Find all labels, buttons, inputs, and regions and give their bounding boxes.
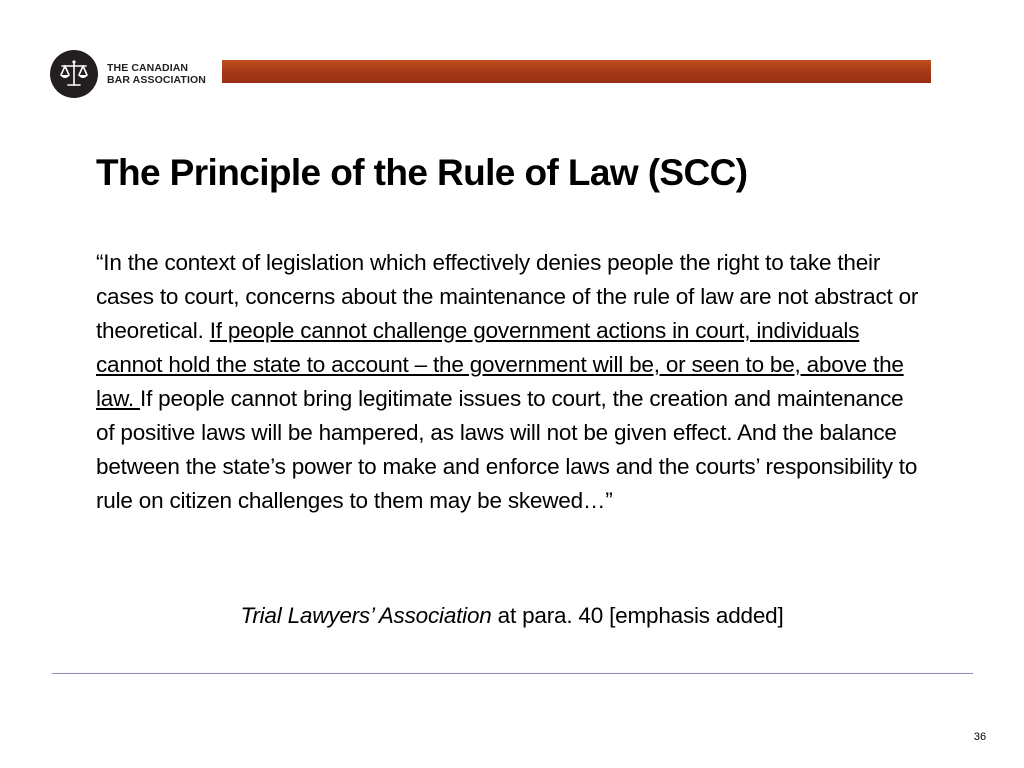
citation-case-name: Trial Lawyers’ Association (240, 603, 492, 628)
header-accent-bar (222, 60, 931, 83)
citation (0, 603, 1024, 629)
logo-line-2: BAR ASSOCIATION (107, 74, 206, 86)
quote-part-1: “In the context of legislation which effectively denies people the right to take their cases to court, concerns about the maintenance of the rule of law are not abstract or theoretical. (96, 250, 919, 343)
slide-title: The Principle of the Rule of Law (SCC) (96, 152, 748, 193)
cba-logo (50, 50, 206, 98)
logo-wordmark (107, 62, 206, 86)
page-number: 36 (973, 731, 987, 743)
logo-line-1: THE CANADIAN (107, 62, 189, 74)
quote-emphasis: If people cannot challenge government actions in court, individuals cannot hold the state to account – the government will be, or seen to be, above the law. (96, 318, 904, 411)
citation-rest: at para. 40 [emphasis added] (491, 603, 784, 628)
quote-text (96, 246, 926, 518)
scales-of-justice-icon (50, 50, 98, 98)
quote-part-2: If people cannot bring legitimate issues to court, the creation and maintenance of positive laws will be hampered, as laws will not be given effect. And the balance between the state’s power to make and enforce laws and the courts’ responsibility to rule on citizen challenges to them may be skewed…” (96, 386, 918, 513)
footer-divider (52, 673, 973, 674)
